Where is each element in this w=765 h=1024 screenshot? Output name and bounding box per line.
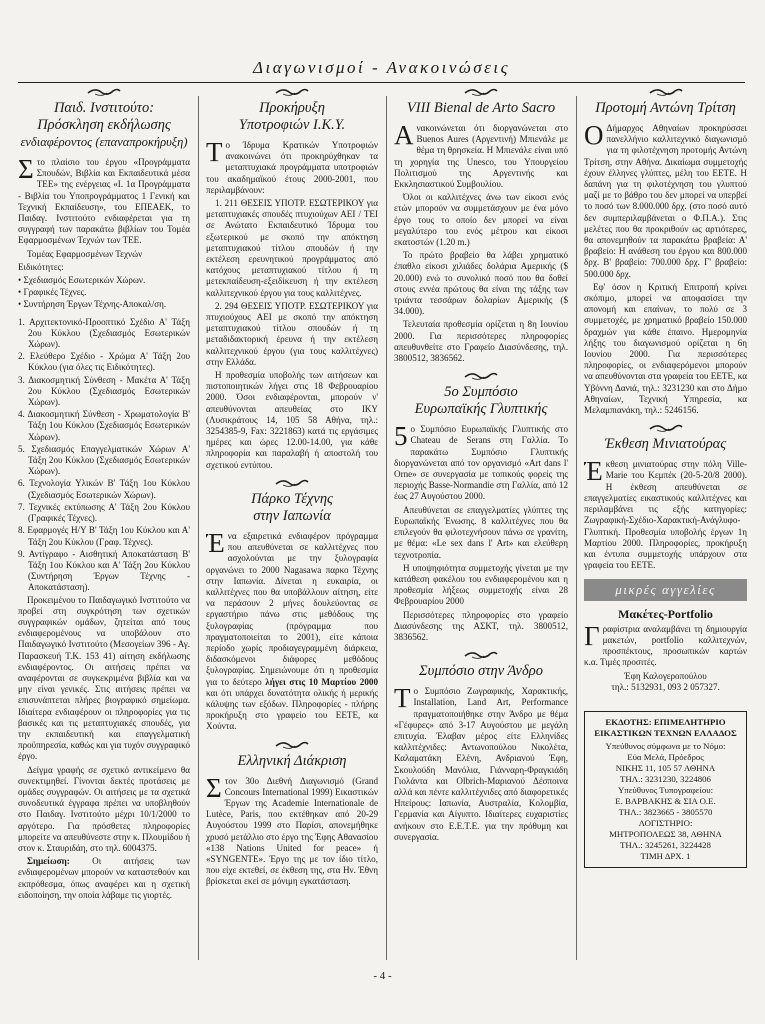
books-list (18, 317, 190, 594)
list-item: 4. Διακοσμητική Σύνθεση - Χρωματολογία Β' Τάξη 1ου Κύκλου (Σχεδιασμός Εσωτερικών Χώρων). (18, 409, 190, 442)
paragraph: Απευθύνεται σε επαγγελματίες γλύπτες της Ευρωπαϊκής Ένωσης. 8 καλλιτέχνες που θα επιλεγούν θα φιλοτεχνήσουν πάνω σε γρανίτη, με θέμα: «Le sex dans l' Art» και ελεύθερη τεχνοτροπία. (394, 504, 568, 560)
paragraph-text: νακοινώνεται ότι διοργανώνεται στο Buenos Aures (Αργεντινή) Μπιενάλε με θέμα τη θρησκεία. Η Μπιενάλε είναι υπό τη χορηγία της Unesco, του Υπουργείου Πολιτισμού της Αργεντινής και Εκκλησιαστικού Συμβουλίου. (394, 123, 568, 190)
title-line: στην Ιαπωνία (253, 507, 331, 524)
list-item: 1. Αρχιτεκτονικό-Προοπτικό Σχέδιο Α' Τάξη 2ου Κύκλου (Σχεδιασμός Εσωτερικών Χώρων). (18, 316, 190, 350)
paragraph: Περισσότερες πληροφορίες στο γραφείο Διασύνδεσης της ΑΣΚΤ, τηλ. 3800512, 3836562. (394, 609, 568, 642)
drop-cap: Τ (206, 137, 223, 167)
article (584, 88, 747, 416)
publisher-line: ΛΟΓΙΣΤΗΡΙΟ: (638, 817, 693, 828)
article (394, 372, 568, 643)
title-line: VIII Bienal de Arto Sacro (406, 100, 556, 116)
paragraph-text: ο Ίδρυμα Κρατικών Υποτροφιών ανακοινώνει ότι προκηρύχθηκαν τα μεταπτυχιακά προγράμματα υποτροφιών του ακαδημαϊκού έτους 2000-2001, που περιλαμβάνουν: (206, 140, 378, 195)
paragraph: Δείγμα γραφής σε σχετικό αντικείμενο θα συνεκτιμηθεί. Γίνονται δεκτές προτάσεις με ομάδες συγγραφών. Οι αιτήσεις με τα σχετικά συνοδευτικά έγγραφα πρέπει να υποβληθούν στο Παιδαγ. Ινστιτούτο μέχρι 10/1/2000 το αργότερο. Για πρόσθετες πληροφορίες μπορείτε να απευθύνεστε στην κ. Πλουμίδου ή στον κ. Σταυριδάη, στο τηλ. 6004375. (18, 764, 190, 853)
drop-cap: Α (394, 120, 414, 150)
list-item: • Γραφικές Τέχνες. (18, 287, 87, 298)
note-label: Σημείωση: (27, 856, 70, 867)
paragraph-text: ο Συμπόσιο Ευρωπαϊκής Γλυπτικής στο Chateau de Serans στη Γαλλία. Το παρακάτω Συμπόσιο Γλυπτικής διοργανώνεται από τον οργανισμό «Art dans l' Orne» σε συνεργασία με τοπικούς φορείς της περιοχής Basse-Normandie στη Γαλλία, από 12 έως 27 Αυγούστου 2000. (394, 424, 568, 502)
publisher-line: Εύα Μελά, Πρόεδρος (627, 751, 704, 762)
contact-name: Έφη Καλογεροπούλου (624, 670, 707, 681)
publisher-line: ΤΗΛ.: 3245261, 3224428 (620, 839, 711, 850)
drop-cap: 5 (394, 421, 408, 452)
wavy-separator-icon (275, 741, 309, 750)
title-line: Προκήρυξη (259, 100, 325, 116)
publisher-line: Υπεύθυνος Τυπογραφείου: (617, 784, 714, 795)
drop-cap: Ο (584, 120, 604, 150)
paragraph: Τελευταία προθεσμία ορίζεται η 8η Ιουνίου 2000. Για περισσότερες πληροφορίες απευθυνθείτε στο Γραφείο Διασύνδεσης, τηλ. 3800512, 3836562. (394, 319, 568, 364)
wavy-separator-icon (87, 88, 121, 97)
title-line: Παιδ. Ινστιτούτο: (53, 100, 155, 116)
paragraph (206, 772, 378, 888)
column-divider (198, 96, 199, 960)
paragraph (394, 683, 568, 843)
drop-cap: Σ (18, 154, 34, 184)
column-divider (576, 96, 577, 960)
ad-text (584, 620, 747, 669)
paragraph: Η προθεσμία υποβολής των αιτήσεων και πιστοποιητικών λήγει στις 18 Φεβρουαρίου 2000. Όσοι ενδιαφέρονται, μπορούν ν' απευθύνονται απευθείας στο ΙΚΥ (Λυσικράτους 14, 105 58 Αθήνα, τηλ.: 3254385-9, Fax: 3221863) κατά τις εργάσιμες ημέρες και ώρες 12.00-14.00, για κάθε πληροφορία και παραλαβή ή αποστολή του σχετικού εντύπου. (206, 370, 378, 470)
drop-cap: Γ (584, 620, 600, 651)
list-item: 3. Διακοσμητική Σύνθεση - Μακέτα Α' Τάξη 2ου Κύκλου (Σχεδιασμός Εσωτερικών Χώρων). (18, 374, 190, 408)
title-line: 5ο Συμπόσιο (444, 384, 518, 401)
list-item: 8. Εφαρμογές Η/Υ Β' Τάξη 1ου Κύκλου και Α' Τάξη 2ου Κύκλου (Γραφ. Τέχνες). (18, 525, 190, 547)
list-item: 2. Ελεύθερο Σχέδιο - Χρώμα Α' Τάξη 2ου Κύκλου (για όλες τις Ειδικότητες). (18, 351, 190, 373)
paragraph: Εφ' όσον η Κριτική Επιτροπή κρίνει σκόπιμο, μπορεί να αποφασίσει την απονομή και επαίνων, το πολύ σε 3 συμμετοχές, με χρηματικό βραβείο 150.000 δραχμών για κάθε έπαινο. Ημερομηνία λήξης του διαγωνισμού ορίζεται η 6η Ιουνίου 2000. Για περισσότερες πληροφορίες, οι ενδιαφερόμενοι μπορούν να απευθύνονται στα γραφεία του ΕΕΤΕ, κα Υβόννη Δανιά, τηλ.: 3231230 και στο Δήμο Αθηναίων, Τεχνική Υπηρεσία, κα Μελαμπιανάκη, τηλ.: 5246156. (584, 281, 747, 416)
classified-ads-banner: μικρές αγγελίες (584, 579, 747, 600)
article (584, 424, 747, 571)
column-4 (584, 88, 747, 968)
column-2 (206, 88, 378, 968)
drop-cap: Τ (394, 683, 411, 714)
section-title: Διαγωνισμοί - Ανακοινώσεις (253, 58, 510, 77)
specialties-list (18, 275, 190, 311)
publisher-heading: ΕΚΔΟΤΗΣ: ΕΠΙΜΕΛΗΤΗΡΙΟ ΕΙΚΑΣΤΙΚΩΝ ΤΕΧΝΩΝ ΕΛΛΑΔΟΣ (594, 716, 737, 738)
page-header (18, 52, 745, 83)
article (206, 479, 378, 733)
column-1 (18, 88, 190, 968)
drop-cap: Έ (584, 456, 603, 487)
list-item: 7. Τεχνικές εκτύπωσης Α' Τάξη 2ου Κύκλου (Γραφικές Τέχνες). (18, 501, 190, 524)
article-title (394, 663, 568, 680)
title-line: Συμπόσιο στην Άνδρο (419, 663, 543, 680)
paragraph (584, 120, 747, 280)
title-line: Πάρκο Τέχνης (251, 490, 333, 507)
deadline-text: λήγει στις 10 Μαρτίου 2000 (265, 676, 378, 687)
list-item: 6. Τεχνολογία Υλικών Β' Τάξη 1ου Κύκλου (Σχεδιασμός Εσωτερικών Χώρων). (18, 478, 190, 500)
list-item: • Σχεδιασμός Εσωτερικών Χώρων. (18, 275, 146, 286)
paragraph: Τομέας Εφαρμοσμένων Τεχνών (27, 248, 143, 259)
title-line: Ελληνική Διάκριση (237, 752, 347, 769)
wavy-separator-icon (464, 88, 498, 97)
paragraph-text: Δήμαρχος Αθηναίων προκηρύσσει πανελλήνιο καλλιτεχνικό διαγωνισμό για τη φιλοτέχνηση προτομής Αντώνη Τρίτση, στην Αθήνα. Δικαίωμα συμμετοχής έχουν έλληνες γλύπτες, μέλη του ΕΕΤΕ. Η δαπάνη για τη φιλοτέχνηση του γλυπτού μαζί με το βάθρο του δεν μπορεί να υπερβεί το ποσό των 8.000.000 δρχ. (στο ποσό αυτό δεν συμπεριλαμβάνεται ο Φ.Π.Α.). Στις μελέτες που θα προκριθούν ως αρτιότερες, θα απονεμηθούν τα παρακάτω βραβεία: Α' βραβείο: Η ανάθεση του έργου και 800.000 δρχ. Β' βραβείο: 700.000 δρχ. Γ' βραβείο: 500.000 δρχ. (584, 123, 747, 279)
wavy-separator-icon (649, 88, 683, 97)
publisher-box (584, 711, 747, 868)
publisher-line: ΤΗΛ.: 3231230, 3224806 (620, 773, 711, 784)
contact-phone: τηλ.: 5132931, 093 2 057327. (611, 681, 720, 692)
article-title (584, 100, 747, 117)
wavy-separator-icon (649, 424, 683, 433)
paragraph: Το πρώτο βραβείο θα λάβει χρηματικό έπαθλο είκοσι χιλιάδες δολάρια Αμερικής ($ 20.000) ενώ το συνολικό ποσό που θα δοθεί στους εννέα πρώτους θα είναι της τάξης των τριάντα τεσσάρων δολαρίων Αμερικής ($ 34.000). (394, 250, 568, 317)
paragraph (584, 456, 747, 571)
article (394, 651, 568, 843)
paragraph: 2. 294 ΘΕΣΕΙΣ ΥΠΟΤΡ. ΕΣΩΤΕΡΙΚΟΥ για πτυχιούχους ΑΕΙ με σκοπό την απόκτηση μεταπτυχιακού τίτλου σπουδών ή τη μεταδιδακτορική έρευνα ή την εκτέλεση καλλιτεχνικού έργου (για τους καλλιτέχνες) στην Ελλάδα. (206, 300, 378, 367)
publisher-line: ΜΗΤΡΟΠΟΛΕΩΣ 38, ΑΘΗΝΑ (609, 828, 722, 839)
list-item: 9. Αντίγραφο - Αισθητική Αποκατάσταση Β' Τάξη 1ου Κύκλου και Α' Τάξη 2ου Κύκλου (Συντήρηση Έργων Τέχνης - Αποκατάσταση). (18, 548, 190, 593)
list-item: 5. Σχεδιασμός Επαγγελματικών Χώρων Α' Τάξη 2ου Κύκλου (Σχεδιασμός Εσωτερικών Χώρων). (18, 443, 190, 477)
article (394, 88, 568, 364)
paragraph (18, 154, 190, 247)
paragraph (206, 137, 378, 196)
paragraph (394, 120, 568, 190)
list-item: • Συντήρηση Έργων Τέχνης-Αποκαλ/ση. (18, 299, 167, 310)
drop-cap: Έ (206, 527, 225, 558)
article-title (206, 100, 378, 134)
column-3 (394, 88, 568, 968)
paragraph (18, 856, 190, 901)
article-title (206, 753, 378, 770)
drop-cap: Σ (206, 772, 222, 803)
list-label: Ειδικότητες: (18, 261, 64, 272)
page-number: - 4 - (373, 970, 392, 982)
article-title (394, 100, 568, 117)
publisher-line: ΤΙΜΗ ΔΡΧ. 1 (640, 850, 691, 861)
paragraph-text: και ότι υπάρχει δυνατότητα ολικής ή μερικής κάλυψης των εξόδων. Πληροφορίες - πλήρης προκήρυξη στο γραφείο του ΕΕΤΕ, κα Χούντα. (206, 687, 378, 732)
title-line: Πρόσκληση εκδήλωσης (37, 117, 171, 133)
paragraph-text: ραφίστρια αναλαμβάνει τη δημιουργία μακετών, portfolio καλλιτεχνών, προσπέκτους, προσωπικών καρτών κ.α. Τιμές προσιτές. (584, 623, 747, 668)
ad-title: Μακέτες-Portfolio (618, 606, 713, 621)
publisher-line: ΤΗΛ.: 3823665 - 3805570 (618, 806, 713, 817)
paragraph: 1. 211 ΘΕΣΕΙΣ ΥΠΟΤΡ. ΕΣΩΤΕΡΙΚΟΥ για μεταπτυχιακές σπουδές πτυχιούχων ΑΕΙ / ΤΕΙ σε Ανώτατο Εκπαιδευτικό Ίδρυμα του εξωτερικού με σκοπό την απόκτηση μεταπτυχιακού τίτλου σπουδών ή την εκτέλεση ερευνητικού προγράμματος από κατόχους μεταπτυχιακού τίτλου ή τη μετεκπαίδευση-εξειδίκευση ή την εκτέλεση καλλιτεχνικού έργου για τους καλλιτέχνες. (206, 198, 378, 298)
publisher-line: Ε. ΒΑΡΒΑΚΗΣ & ΣΙΑ Ο.Ε. (615, 795, 716, 806)
paragraph-text: κθεση μινιατούρας στην πόλη Ville-Marie του Κεμπέκ (20-5-20/8 2000). Η έκθεση απευθύνεται σε επαγγελματίες εικαστικούς καλλιτέχνες και περιλαμβάνει τις εξής κατηγορίες: Ζωγραφική-Σχέδιο-Χαρακτική-Ανάγλυφο-Γλυπτική. Προθεσμία υποβολής έργων 1η Μαρτίου 2000. Πληροφορίες, προκήρυξη και έντυπα συμμετοχής υπάρχουν στα γραφεία του ΕΕΤΕ. (584, 459, 747, 571)
wavy-separator-icon (464, 651, 498, 660)
wavy-separator-icon (275, 479, 309, 488)
wavy-separator-icon (464, 372, 498, 381)
article-title (584, 436, 747, 453)
paragraph (206, 527, 378, 733)
title-line: ενδιαφέροντος (επαναπροκήρυξη) (20, 135, 188, 149)
title-line: Προτομή Αντώνη Τρίτση (595, 100, 736, 116)
column-divider (386, 96, 387, 960)
paragraph: Η υποψηφιότητα συμμετοχής γίνεται με την κατάθεση φακέλου του ενδιαφερομένου και η προθεσμία λήξεως συμμετοχής είναι 28 Φεβρουαρίου 2000 (394, 562, 568, 607)
paragraph-text: ο Συμπόσιο Ζωγραφικής, Χαρακτικής, Installation, Land Art, Performance πραγματοποιήθηκε στην Άνδρο με θέμα «Γέφυρες» από 3-17 Αυγούστου με μεγάλη επιτυχία. Έλαβαν μέρος είτε Ελληνίδες καλλιτέχνιδες: Αντωνοπούλου Νικολέτα, Καλαματάκη Ελένη, Ανδριανού Έφη, Σκουλούδη Μανόλια, Γιάνναρη-Φραγκιάδη Γιολάντα και Olbrich-Μαριανού Δέσποινα αλλά και πέντε καλλιτέχνιδες από διαφορετικές Ηπείρους: Ιαπωνία, Αυστραλία, Κολομβία, Γερμανία και Αίγυπτο. Ιδιαίτερες ευχαριστίες ανήκουν στο Ε.Ε.Τ.Ε. για την πρόθυμη και συνεργασία. (394, 686, 568, 842)
columns (18, 88, 747, 968)
publisher-line: Υπεύθυνος σύμφωνα με το Νόμο: (605, 740, 726, 751)
note-text: Οι αιτήσεις των ενδιαφερομένων μπορούν να καταστεθούν και εκπρόθεσμα, όπως αναφέρει και η σχετική ειδοποίηση, την οποία λάβαμε τις γιορτές. (18, 856, 190, 900)
paragraph: Όλοι οι καλλιτέχνες άνω των είκοσι ενός ετών μπορούν να συμμετάσχουν με ένα μόνο έργο τους το οποίο δεν μπορεί να είναι μεγαλύτερο του ενός μέτρου και είκοσι εκατοστών (1.20 m.) (394, 192, 568, 248)
paragraph-text: το πλαίσιο του έργου «Προγράμματα Σπουδών, Βιβλία και Εκπαιδευτικά μέσα ΤΕΕ» της ενέργειας «Ι. 1α Προγράμματα - Βιβλία του Υποπρογράμματος 1 Γενική και Τεχνική Εκπαίδευση», του ΕΠΕΑΕΚ, το Παιδαγ. Ινστιτούτο ενδιαφέρεται για τη συγγραφή των παρακάτω βιβλίων του Τομέα Εφαρμοσμένων Τεχνών των ΤΕΕ. (18, 157, 190, 246)
title-line: Ευρωπαϊκής Γλυπτικής (414, 401, 548, 418)
article (206, 88, 378, 471)
article-title (394, 384, 568, 418)
publisher-line: ΝΙΚΗΣ 11, 105 57 ΑΘΗΝΑ (615, 762, 716, 773)
title-line: Έκθεση Μινιατούρας (604, 436, 727, 453)
paragraph-text: να εξαιρετικά ενδιαφέρον πρόγραμμα που απευθύνεται σε καλλιτέχνες που ασχολούνται με την ξυλογραφία οργανώνει το 2000 Nagasawa παρκο Τέχνης στην Ιαπωνία. Δίνεται η ευκαιρία, οι καλλιτέχνες που θα υποβάλλουν αίτηση, είτε να περάσουν 2 μήνες δουλεύοντας σε εργαστήριο πάνω στις μεθόδους της ξυλογραφίας (πρόγραμμα που πραγματοποιείται το 2001), είτε κάποια περίοδο χωρίς προδιαγεγραμμένη διάρκεια, διδασκόμενοι διάφορες μεθόδους ξυλογραφίας. Σημειώνουμε ότι η προθεσμία για το δεύτερο (206, 530, 378, 687)
paragraph (394, 421, 568, 502)
title-line: Υποτροφιών Ι.Κ.Υ. (238, 117, 346, 133)
wavy-separator-icon (275, 88, 309, 97)
paragraph: Προκειμένου το Παιδαγωγικό Ινστιτούτο να προβεί στη συγκρότηση των σχετικών συγγραφικών ομάδων, ζητείται από τους ενδιαφερομένους να υποβάλουν στο Παιδαγωγικό Ινστιτούτο (Μεσογείων 396 - Αγ. Παρασκευή Τ.Κ. 153 41) αίτηση εκδήλωσης ενδιαφέροντος. Οι αιτήσεις πρέπει να αναφέρονται σε συγκεκριμένα βιβλία και να μην είναι γενικές. Στις αιτήσεις πρέπει να επισυνάπτεται πλήρες βιογραφικό σημείωμα. Ιδιαίτερα ενδιαφέρουν οι πληροφορίες για τις βασικές και τις μεταπτυχιακές σπουδές, για την εκπαιδευτική και επαγγελματική προϋπηρεσία, καθώς και για τυχόν συγγραφικό έργο. (18, 594, 190, 762)
article-title (18, 100, 190, 151)
article (206, 741, 378, 888)
ad-contact (584, 671, 747, 693)
paragraph-text: τον 30ο Διεθνή Διαγωνισμό (Grand Concours International 1999) Εικαστικών Έργων της Academie Internationale de Lutèce, Paris, που εκτέθηκαν από 20-29 Αυγούστου 1999 στο Παρίσι, απονεμήθηκε χρυσό μετάλλιο στο έργο της Έφης Αθανασίου «138 Nations United for peace» ή «SYNGENTE». Έργο της με τον ίδιο τίτλο, που είχε εκτεθεί, σε έκθεση της, στα Ην. Έθνη βρίσκεται εκεί σε μόνιμη εγκατάσταση. (206, 775, 378, 887)
article-title (206, 491, 378, 525)
